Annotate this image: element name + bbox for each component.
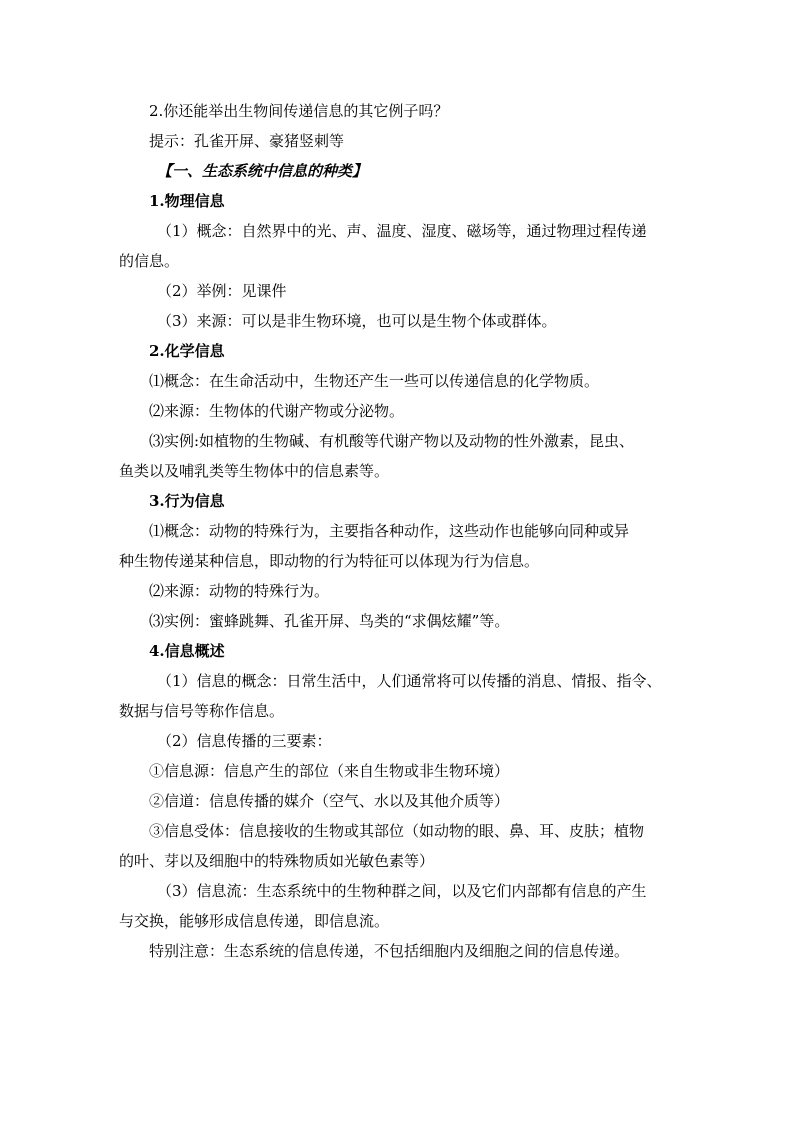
info-flow-line: （3）信息流：生态系统中的生物种群之间，以及它们内部都有信息的产生 bbox=[157, 882, 647, 900]
behavior-source-line: ⑵来源：动物的特殊行为。 bbox=[149, 582, 330, 600]
document-body bbox=[119, 96, 685, 966]
info-channel-item: ②信道：信息传播的媒介（空气、水以及其他介质等） bbox=[149, 792, 510, 810]
heading-info-overview: 4.信息概述 bbox=[149, 642, 225, 660]
chemical-source-line: ⑵来源：生物体的代谢产物或分泌物。 bbox=[149, 402, 405, 420]
heading-physical-info: 1.物理信息 bbox=[149, 192, 225, 210]
physical-source-line: （3）来源：可以是非生物环境，也可以是生物个体或群体。 bbox=[157, 312, 557, 330]
info-source-item: ①信息源：信息产生的部位（来自生物或非生物环境） bbox=[149, 762, 510, 780]
section-title: 【一、生态系统中信息的种类】 bbox=[157, 162, 368, 180]
info-receiver-cont: 的叶、芽以及细胞中的特殊物质如光敏色素等） bbox=[119, 852, 435, 870]
question-line: 2.你还能举出生物间传递信息的其它例子吗？ bbox=[149, 102, 449, 120]
behavior-concept-line: ⑴概念：动物的特殊行为，主要指各种动作，这些动作也能够向同种或异 bbox=[149, 522, 630, 540]
physical-example-line: （2）举例：见课件 bbox=[157, 282, 287, 300]
behavior-example-line: ⑶实例：蜜蜂跳舞、孔雀开屏、鸟类的“求偶炫耀”等。 bbox=[149, 612, 510, 630]
special-note-line: 特别注意：生态系统的信息传递，不包括细胞内及细胞之间的信息传递。 bbox=[149, 942, 630, 960]
info-flow-cont: 与交换，能够形成信息传递，即信息流。 bbox=[119, 912, 390, 930]
info-concept-line: （1）信息的概念：日常生活中，人们通常将可以传播的消息、情报、指令、 bbox=[157, 672, 662, 690]
physical-concept-cont: 的信息。 bbox=[119, 252, 180, 270]
info-receiver-item: ③信息受体：信息接收的生物或其部位（如动物的眼、鼻、耳、皮肤；植物 bbox=[149, 822, 645, 840]
hint-line: 提示：孔雀开屏、豪猪竖刺等 bbox=[149, 132, 345, 150]
chemical-concept-line: ⑴概念：在生命活动中，生物还产生一些可以传递信息的化学物质。 bbox=[149, 372, 600, 390]
info-elements-line: （2）信息传播的三要素： bbox=[157, 732, 332, 750]
chemical-example-line: ⑶实例:如植物的生物碱、有机酸等代谢产物以及动物的性外激素，昆虫、 bbox=[149, 432, 635, 450]
heading-behavior-info: 3.行为信息 bbox=[149, 492, 225, 510]
info-concept-cont: 数据与信号等称作信息。 bbox=[119, 702, 285, 720]
chemical-example-cont: 鱼类以及哺乳类等生物体中的信息素等。 bbox=[119, 462, 390, 480]
physical-concept-line: （1）概念：自然界中的光、声、温度、湿度、磁场等，通过物理过程传递 bbox=[157, 222, 647, 240]
behavior-concept-cont: 种生物传递某种信息，即动物的行为特征可以体现为行为信息。 bbox=[119, 552, 540, 570]
heading-chemical-info: 2.化学信息 bbox=[149, 342, 225, 360]
